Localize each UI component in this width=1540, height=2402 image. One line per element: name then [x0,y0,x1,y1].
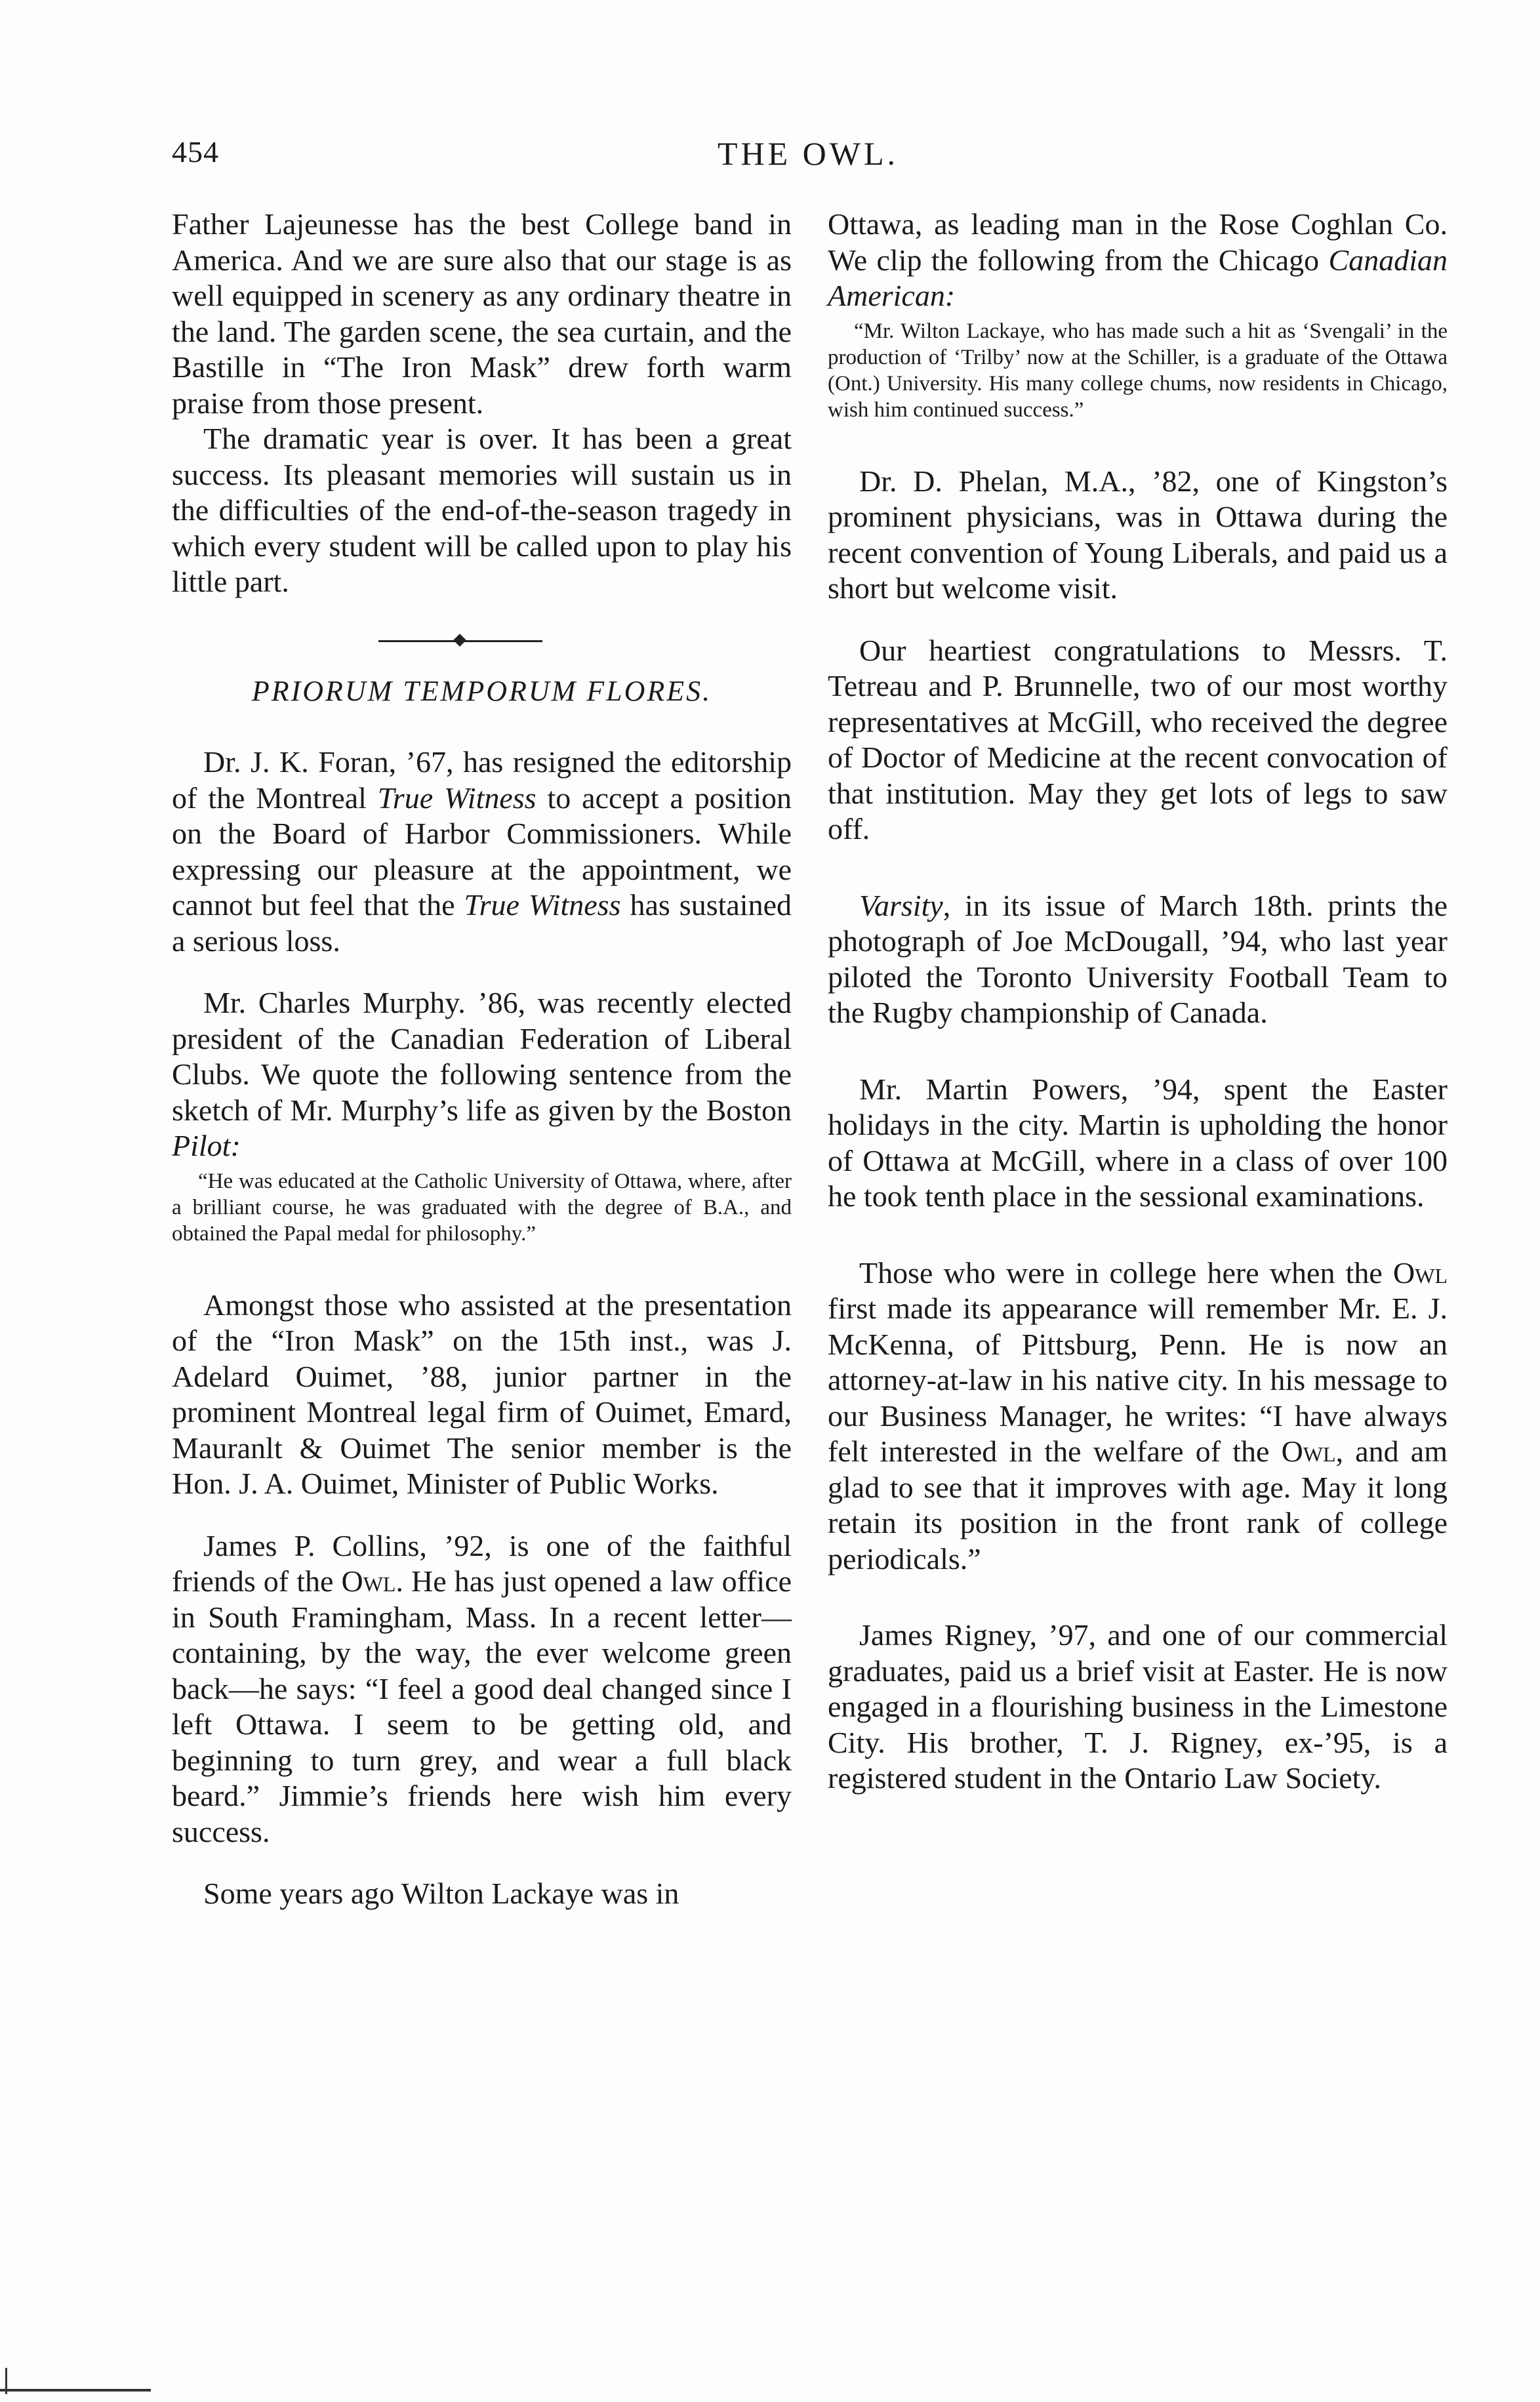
section-divider-ornament [172,634,792,647]
quote-boston-pilot: “He was educated at the Catholic University of Ottawa, where, after a brilliant course, he was graduated with the degree of B.A., and obtained the Papal medal for philosophy.” [172,1169,792,1246]
paragraph-murphy: Mr. Charles Murphy. ’86, was recently elected president of the Canadian Federation of Liberal Clubs. We quote the following sentence from the sketch of Mr. Murphy’s life as given by the Boston Pilot: [172,986,792,1162]
right-column [828,207,1448,1797]
running-title: THE OWL. [717,135,899,172]
paragraph-dramatic-year: The dramatic year is over. It has been a great success. Its pleasant memories will sustain us in the difficulties of the end-of-the-season tragedy in which every student will be called upon to play his little part. [172,422,792,598]
paragraph-collins: James P. Collins, ’92, is one of the faithful friends of the Owl. He has just opened a law office in South Framingham, Mass. In a recent letter—containing, by the way, the ever welcome green back—he says: “I feel a good deal changed since I left Ottawa. I seem to be getting old, and beginning to turn grey, and wear a full black beard.” Jimmie’s friends here wish him every success. [172,1528,792,1848]
page-number: 454 [172,135,219,169]
paragraph-ouimet: Amongst those who assisted at the presentation of the “Iron Mask” on the 15th inst., was J. Adelard Ouimet, ’88, junior partner in the prominent Montreal legal firm of Ouimet, Emard, Mauranlt & Ouimet The senior member is the Hon. J. A. Ouimet, Minister of Public Works. [172,1288,792,1500]
section-heading: PRIORUM TEMPORUM FLORES. [251,674,712,707]
paragraph-mckenna: Those who were in college here when the Owl first made its appearance will remember Mr. E. J. McKenna, of Pittsburg, Penn. He is now an attorney-at-law in his native city. In his message to our Business Manager, he writes: “I have always felt interested in the welfare of the Owl, and am glad to see that it improves with age. May it long retain its position in the front rank of college periodicals.” [828,1255,1448,1576]
paragraph-rigney: James Rigney, ’97, and one of our commercial graduates, paid us a brief visit at Easter. He is now engaged in a flourishing business in the Limestone City. His brother, T. J. Rigney, ex-’95, is a registered student in the Ontario Law Society. [828,1618,1448,1795]
quote-canadian-american: “Mr. Wilton Lackaye, who has made such a hit as ‘Svengali’ in the production of ‘Trilby’ now at the Schiller, is a graduate of the Ottawa (Ont.) University. His many college chums, now residents in Chicago, wish him continued success.” [828,319,1448,422]
paragraph-foran: Dr. J. K. Foran, ’67, has resigned the editorship of the Montreal True Witness to accept a position on the Board of Harbor Commissioners. While expressing our pleasure at the appointment, we cannot but feel that the True Witness has sustained a serious loss. [172,745,792,958]
paragraph-lackaye-cont: Ottawa, as leading man in the Rose Coghlan Co. We clip the following from the Chicago Canadian American: [828,207,1448,312]
margin-rule [0,2389,151,2392]
paragraph-powers: Mr. Martin Powers, ’94, spent the Easter holidays in the city. Martin is upholding the honor of Ottawa at McGill, where in a class of over 100 he took tenth place in the sessional examinations. [828,1072,1448,1213]
diamond-icon [453,634,466,647]
paragraph-lackaye-start: Some years ago Wilton Lackaye was in [203,1877,679,1910]
paragraph-band-and-stage: Father Lajeunesse has the best College band in America. And we are sure also that our stage is as well equipped in scenery as any ordinary theatre in the land. The garden scene, the sea curtain, and the Bastille in “The Iron Mask” drew forth warm praise from those present. [172,207,792,420]
left-column [172,207,792,1912]
page-header [172,134,1444,180]
paragraph-varsity: Varsity, in its issue of March 18th. prints the photograph of Joe McDougall, ’94, who last year piloted the Toronto University Football Team to the Rugby championship of Canada. [828,888,1448,1029]
paragraph-tetreau-brunnelle: Our heartiest congratulations to Messrs. T. Tetreau and P. Brunnelle, two of our most worthy representatives at McGill, who received the degree of Doctor of Medicine at the recent convocation of that institution. May they get lots of legs to saw off. [828,633,1448,845]
paragraph-phelan: Dr. D. Phelan, M.A., ’82, one of Kingston’s prominent physicians, was in Ottawa during the recent convention of Young Liberals, and paid us a short but welcome visit. [828,464,1448,605]
